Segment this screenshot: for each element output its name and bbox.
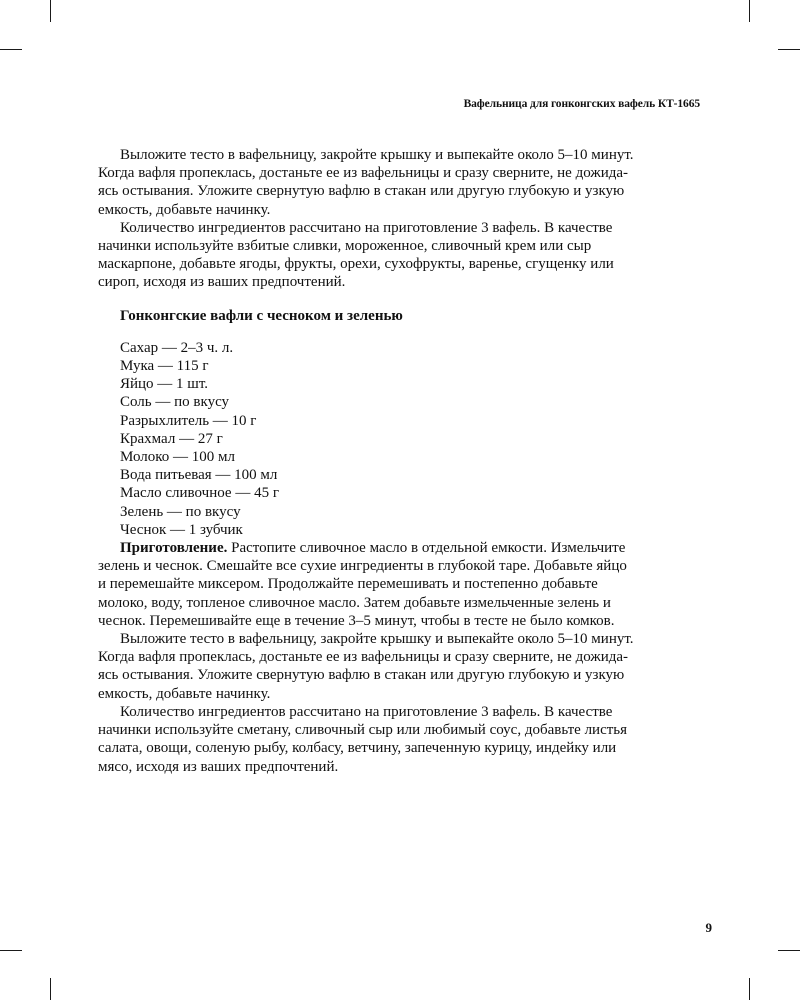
page-content [98,146,698,776]
text-line: чеснок. Перемешивайте еще в течение 3–5 минут, чтобы в тесте не было комков. [98,612,615,629]
text-line: сироп, исходя из ваших предпочтений. [98,274,346,291]
recipe-title: Гонконгские вафли с чесноком и зеленью [120,307,403,324]
text-line: Выложите тесто в вафельницу, закройте крышку и выпекайте около 5–10 минут. [120,147,634,163]
text-line: Когда вафля пропеклась, достаньте ее из вафельницы и сразу сверните, не дожида- [98,649,629,666]
paragraph-quantity [98,219,698,292]
text-line: и перемешайте миксером. Продолжайте перемешивать и постепенно добавьте [98,576,598,593]
preparation-label: Приготовление. [120,540,228,557]
crop-mark [778,49,800,50]
ingredient-item: Яйцо — 1 шт. [120,376,209,393]
text-line: емкость, добавьте начинку. [98,685,271,702]
text-line: Когда вафля пропеклась, достаньте ее из вафельницы и сразу сверните, не дожида- [98,165,629,182]
ingredient-list [120,339,698,539]
text-line: емкость, добавьте начинку. [98,201,271,218]
ingredient-item: Чеснок — 1 зубчик [120,521,243,538]
text-line: начинки используйте сметану, сливочный сыр или любимый соус, добавьте листья [98,722,628,739]
crop-mark [50,978,51,1000]
crop-mark [0,49,22,50]
text-line [98,539,698,557]
crop-mark [749,0,750,22]
crop-mark [778,950,800,951]
text-line: начинки используйте взбитые сливки, мороженное, сливочный крем или сыр [98,238,592,255]
text-line: зелень и чеснок. Смешайте все сухие ингредиенты в глубокой таре. Добавьте яйцо [98,558,627,575]
ingredient-item: Соль — по вкусу [120,394,230,411]
text-line: мясо, исходя из ваших предпочтений. [98,758,339,775]
crop-mark [0,950,22,951]
text-line: Количество ингредиентов рассчитано на приготовление 3 вафель. В качестве [120,703,613,720]
ingredient-item: Сахар — 2–3 ч. л. [120,339,234,356]
text-line: ясь остывания. Уложите свернутую вафлю в стакан или другую глубокую и узкую [98,183,625,200]
text-line: ясь остывания. Уложите свернутую вафлю в стакан или другую глубокую и узкую [98,667,625,684]
text-line: салата, овощи, соленую рыбу, колбасу, ветчину, запеченную курицу, индейку или [98,740,617,757]
ingredient-item: Мука — 115 г [120,358,209,375]
text-line: маскарпоне, добавьте ягоды, фрукты, орехи, сухофрукты, варенье, сгущенку или [98,256,614,273]
ingredient-item: Зелень — по вкусу [120,503,241,520]
paragraph-quantity-2 [98,703,698,776]
ingredient-item: Вода питьевая — 100 мл [120,467,278,484]
text-fragment: Растопите сливочное масло в отдельной емкости. Измельчите [227,540,626,557]
crop-mark [749,978,750,1000]
ingredient-item: Крахмал — 27 г [120,430,223,447]
ingredient-item: Масло сливочное — 45 г [120,485,279,502]
crop-mark [50,0,51,22]
paragraph-bake-2 [98,630,698,703]
ingredient-item: Молоко — 100 мл [120,449,236,466]
text-line: молоко, воду, топленое сливочное масло. Затем добавьте измельченные зелень и [98,594,611,611]
text-line: Выложите тесто в вафельницу, закройте крышку и выпекайте около 5–10 минут. [120,631,634,648]
paragraph-bake [98,146,698,219]
ingredient-item: Разрыхлитель — 10 г [120,412,257,429]
text-line: Количество ингредиентов рассчитано на приготовление 3 вафель. В качестве [120,219,613,236]
paragraph-preparation [98,539,698,630]
running-header: Вафельница для гонконгских вафель КТ-1665 [463,98,700,110]
page-number: 9 [705,920,712,935]
